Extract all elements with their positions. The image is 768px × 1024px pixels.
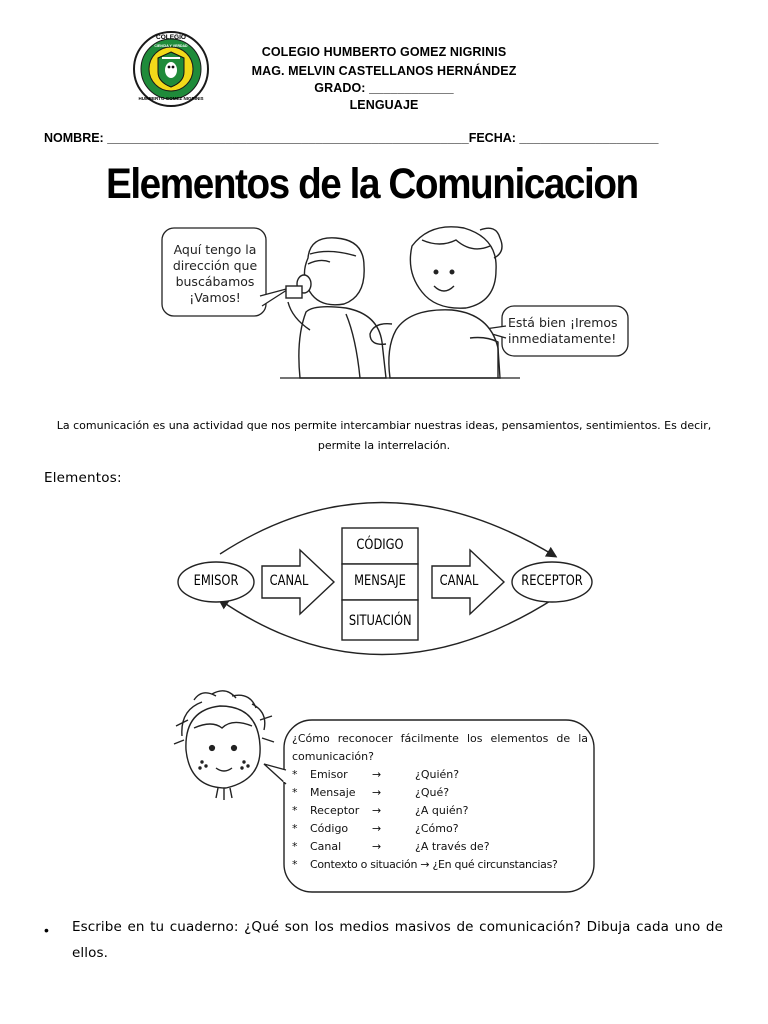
page-title: Elementos de la Comunicacion xyxy=(106,160,638,208)
item-term: Canal xyxy=(310,840,342,853)
item-arrow: → xyxy=(372,768,382,781)
emisor-label: EMISOR xyxy=(193,573,239,589)
bubble-right-line: Está bien ¡Iremos xyxy=(508,315,618,330)
elements-heading: Elementos: xyxy=(44,470,122,486)
speech-bubble-right xyxy=(508,315,626,347)
codigo-label: CÓDIGO xyxy=(356,537,404,553)
intro-paragraph xyxy=(40,416,728,456)
item-bullet: * xyxy=(292,840,298,853)
seal-arc-bottom: HUMBERTO GOMEZ NIGRINIS xyxy=(138,96,204,101)
school-name: COLEGIO HUMBERTO GOMEZ NIGRINIS xyxy=(261,45,507,59)
item-question: ¿Qué? xyxy=(415,786,450,799)
name-date-field: NOMBRE: ____________________________________________________FECHA: ____________________ xyxy=(44,131,659,145)
item-question: ¿A quién? xyxy=(415,804,469,817)
speech-bubble-left xyxy=(166,242,264,306)
seal-arc-top: COLEGIO xyxy=(156,34,186,41)
question-item xyxy=(292,822,592,840)
item-question: ¿A través de? xyxy=(415,840,490,853)
question-item xyxy=(292,804,592,822)
item-arrow: → xyxy=(372,822,382,835)
receptor-label: RECEPTOR xyxy=(521,573,583,589)
question-intro: ¿Cómo reconocer fácilmente los elementos de la comunicación? xyxy=(292,732,588,763)
item-term: Receptor xyxy=(310,804,360,817)
bubble-left-line: dirección que xyxy=(172,258,258,273)
subject-label: LENGUAJE xyxy=(349,98,419,112)
item-text: Contexto o situación → ¿En qué circunstancias? xyxy=(310,858,558,871)
task-instruction: Escribe en tu cuaderno: ¿Qué son los medios masivos de comunicación? Dibuja cada uno de ellos. xyxy=(72,919,723,961)
mensaje-label: MENSAJE xyxy=(354,573,406,589)
canal-left-label: CANAL xyxy=(269,573,309,589)
canal-right-label: CANAL xyxy=(439,573,479,589)
question-item xyxy=(292,858,592,876)
item-bullet: * xyxy=(292,804,298,817)
seal-ribbon: CIENCIA Y VERDAD xyxy=(154,44,188,48)
situacion-label: SITUACIÓN xyxy=(348,613,412,629)
bubble-left-line: Aquí tengo la xyxy=(173,242,257,257)
intro-line: La comunicación es una actividad que nos permite intercambiar nuestras ideas, pensamientos, sentimientos. Es decir, xyxy=(56,419,712,432)
item-arrow: → xyxy=(372,840,382,853)
question-item xyxy=(292,768,592,786)
question-item xyxy=(292,840,592,858)
item-question: ¿Cómo? xyxy=(415,822,459,835)
grade-field: GRADO: ____________ xyxy=(314,81,454,95)
bullet-marker: • xyxy=(44,922,49,938)
item-bullet: * xyxy=(292,786,298,799)
item-arrow: → xyxy=(372,786,382,799)
bubble-left-line: buscábamos xyxy=(175,274,255,289)
question-item xyxy=(292,786,592,804)
bubble-left-line: ¡Vamos! xyxy=(189,290,241,305)
bubble-right-line: inmediatamente! xyxy=(508,331,617,346)
intro-line: permite la interrelación. xyxy=(317,439,451,452)
item-bullet: * xyxy=(292,822,298,835)
item-term: Código xyxy=(310,822,349,835)
item-question: ¿Quién? xyxy=(415,768,460,781)
item-arrow: → xyxy=(372,804,382,817)
item-bullet: * xyxy=(292,858,298,871)
teacher-name: MAG. MELVIN CASTELLANOS HERNÁNDEZ xyxy=(251,64,517,78)
item-bullet: * xyxy=(292,768,298,781)
item-term: Mensaje xyxy=(310,786,356,799)
item-term: Emisor xyxy=(310,768,348,781)
